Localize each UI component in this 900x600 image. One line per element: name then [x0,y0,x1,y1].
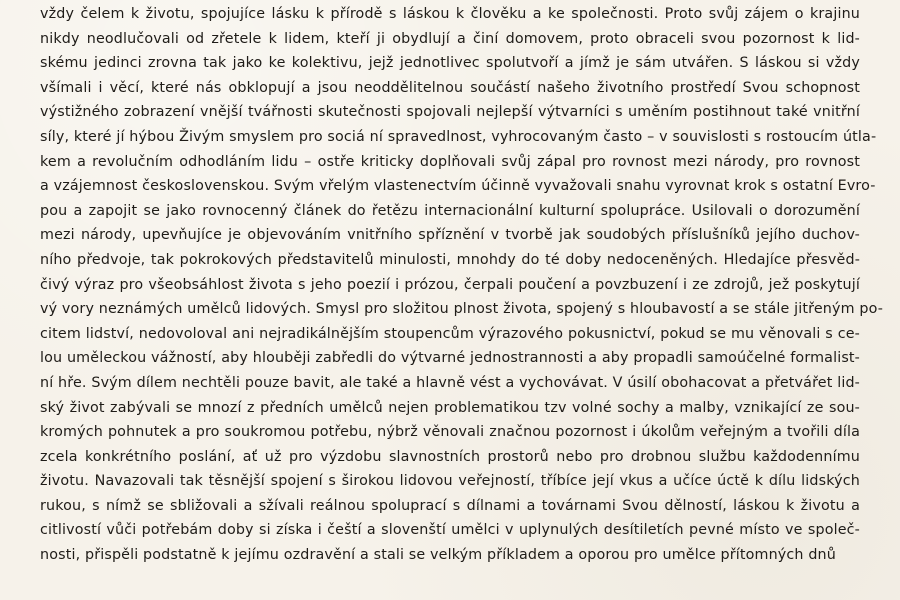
text-line: citem lidství, nedovoloval ani nejradikálnějším stoupencům výrazového pokusnictví, pokud se mu věnovali s ce- [40,325,860,342]
text-line: ního předvoje, tak pokrokových představitelů minulosti, mnohdy do té doby nedoceněných. Hledajíce přesvěd- [40,251,860,268]
text-line: nosti, přispěli podstatně k jejímu ozdravění a stali se velkým příkladem a oporou pro umělce přítomných dnů [40,547,836,564]
text-line: ní hře. Svým dílem nechtěli pouze bavit, ale také a hlavně vést a vychovávat. V úsilí obohacovat a přetvářet lid- [40,374,860,391]
text-line: životu. Navazovali tak těsnější spojení s širokou lidovou veřejností, tříbíce její vkus a učíce úctě k dílu lidských [40,473,860,490]
text-line: výstižného zobrazení vnější tvářnosti skutečnosti spojovali nejlepší výtvarníci s uměním postihnout také vnitřní [40,104,860,121]
text-line: kromých pohnutek a pro soukromou potřebu, nýbrž věnovali značnou pozornost i úkolům veřejným a tvořili díla [40,424,860,441]
text-line: čivý výraz pro všeobsáhlost života s jeho poezií i prózou, čerpali poučení a povzbuzení i ze zdrojů, jež poskytují [40,276,860,293]
text-line: lou uměleckou vážností, aby hlouběji zabředli do výtvarné jednostrannosti a aby propadli samoúčelné formalist- [40,350,860,367]
text-line: všímali i věcí, které nás obklopují a jsou neoddělitelnou součástí našeho životního prostředí Svou schopnost [40,79,860,96]
text-line: kem a revolučním odhodláním lidu – ostře kriticky doplňovali svůj zápal pro rovnost mezi národy, pro rovnost [40,153,860,170]
text-line: vý vory neznámých umělců lidových. Smysl pro složitou plnost života, spojený s hloubavostí a se stále jitřeným po- [40,301,884,318]
text-line: síly, které jí hýbou Živým smyslem pro sociá ní spravedlnost, vyhrocovaným často – v souvislosti s rostoucím útla- [40,128,877,145]
text-line: a vzájemnost československou. Svým vřelým vlastenectvím účinně vyvažovali snahu vyrovnat krok s ostatní Evro- [40,178,876,195]
text-line: citlivostí vůči potřebám doby si získa i čeští a slovenští umělci v uplynulých desítiletích pevné místo ve společ- [40,522,860,539]
text-line: skému jedinci zrovna tak jako ke kolektivu, jejž jednotlivec spolutvoří a jímž je sám utvářen. S láskou si vždy [40,55,860,72]
text-line: zcela konkrétního poslání, ať už pro výzdobu slavnostních prostorů nebo pro drobnou službu každodennímu [40,448,860,465]
text-line: mezi národy, upevňujíce je objevováním vnitřního spříznění v tvorbě jak soudobých příslušníků jejího duchov- [40,227,860,244]
text-line: rukou, s nímž se sbližovali a sžívali reálnou spoluprací s dílnami a továrnami Svou dělností, láskou k životu a [40,497,860,514]
text-line: vždy čelem k životu, spojujíce lásku k přírodě s láskou k člověku a ke společnosti. Proto svůj zájem o krajinu [40,6,860,22]
text-line: pou a zapojit se jako rovnocenný článek do řetězu internacionální kulturní spolupráce. Usilovali o dorozumění [40,202,860,219]
body-text [40,2,884,568]
text-line: ský život zabývali se mnozí z předních umělců nejen problematikou tzv volné sochy a malby, vznikající ze sou- [40,399,860,416]
text-line: nikdy neodlučovali od zřetele k lidem, kteří ji obydlují a činí domovem, proto obraceli svou pozornost k lid- [40,30,860,47]
